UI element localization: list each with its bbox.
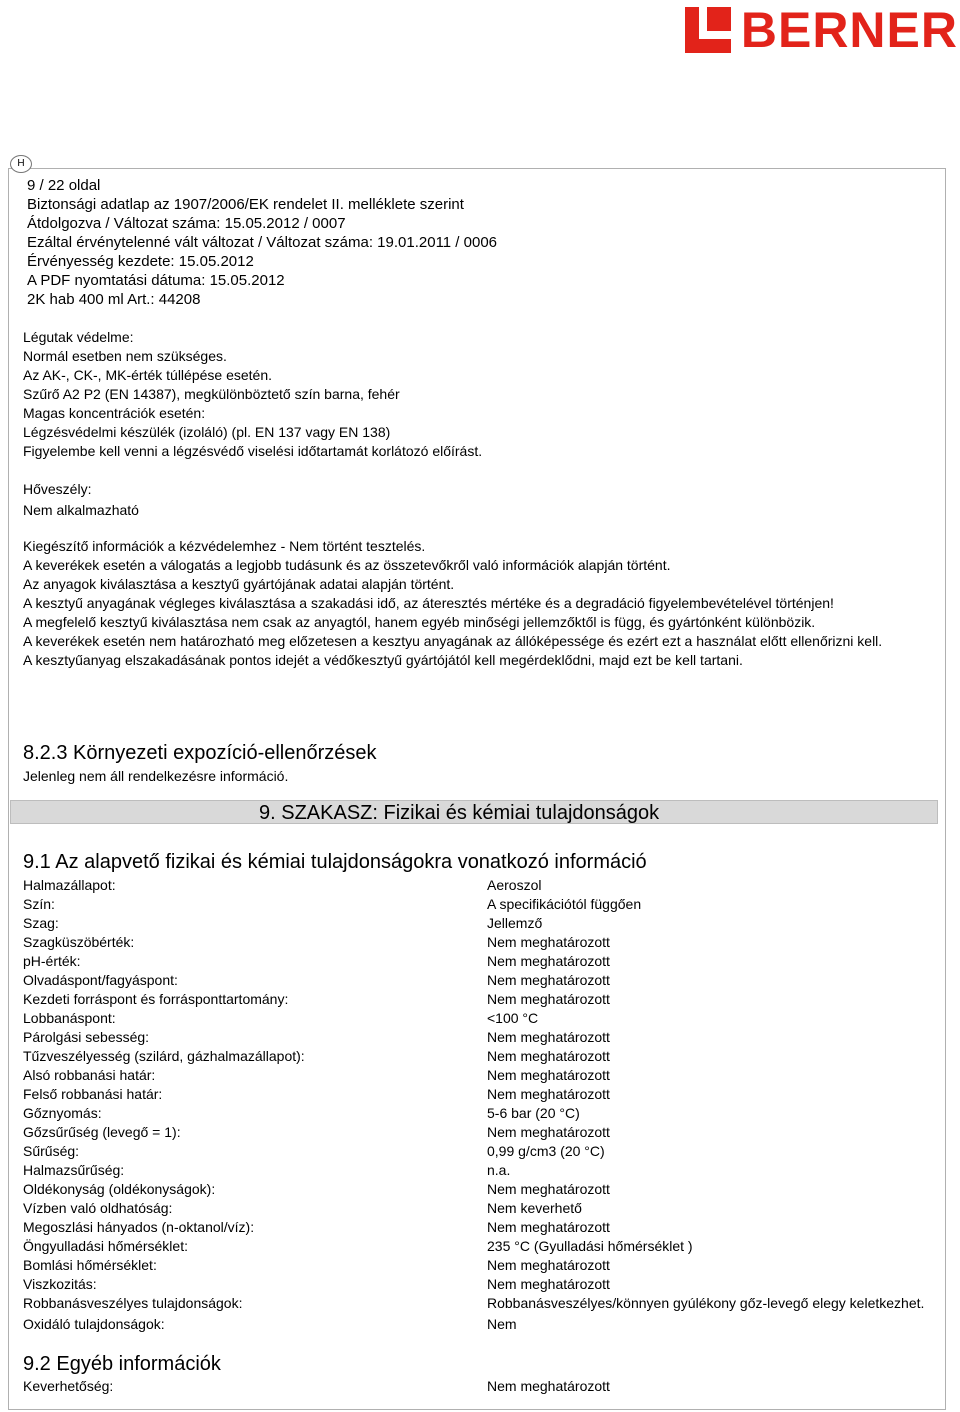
- text-line: Az AK-, CK-, MK-érték túllépése esetén.: [23, 367, 272, 383]
- text-line: A keverékek esetén a válogatás a legjobb tudásunk és az összetevőkről való információk alapján történt.: [23, 557, 671, 573]
- property-label: Alsó robbanási határ:: [23, 1067, 156, 1083]
- text-line: Normál esetben nem szükséges.: [23, 348, 227, 364]
- env-exposure-heading: 8.2.3 Környezeti expozíció-ellenőrzések: [23, 742, 377, 764]
- other-info-table: [23, 1377, 933, 1396]
- property-value: Nem meghatározott: [487, 953, 610, 969]
- property-row: [23, 876, 933, 895]
- property-row: [23, 1237, 933, 1256]
- property-label: Gőznyomás:: [23, 1105, 102, 1121]
- property-value: Robbanásveszélyes/könnyen gyúlékony gőz-levegő elegy keletkezhet.: [487, 1295, 925, 1311]
- property-label: pH-érték:: [23, 953, 81, 969]
- property-label: Viszkozitás:: [23, 1276, 97, 1292]
- text-line: Légzésvédelmi készülék (izoláló) (pl. EN 137 vagy EN 138): [23, 424, 391, 440]
- properties-table: [23, 876, 933, 1334]
- property-row: [23, 1142, 933, 1161]
- property-value: Nem meghatározott: [487, 934, 610, 950]
- property-value: Nem meghatározott: [487, 1048, 610, 1064]
- property-value: 5-6 bar (20 °C): [487, 1105, 580, 1121]
- thermal-hazard: [23, 480, 139, 520]
- property-value: Nem meghatározott: [487, 1181, 610, 1197]
- property-row: [23, 1047, 933, 1066]
- superseded-line: Ezáltal érvénytelenné vált változat / Változat száma: 19.01.2011 / 0006: [27, 234, 498, 251]
- subsection-9-2-heading: 9.2 Egyéb információk: [23, 1353, 221, 1375]
- property-label: Halmazállapot:: [23, 877, 116, 893]
- property-label: Gőzsűrűség (levegő = 1):: [23, 1124, 181, 1140]
- text-line: Légutak védelme:: [23, 329, 134, 345]
- property-value: Nem meghatározott: [487, 1257, 610, 1273]
- property-label: Vízben való oldhatóság:: [23, 1200, 173, 1216]
- property-label: Szagküszöbérték:: [23, 934, 135, 950]
- berner-logo: [685, 4, 958, 56]
- section-9-bar: [10, 800, 938, 824]
- property-row: [23, 971, 933, 990]
- property-label: Oxidáló tulajdonságok:: [23, 1316, 165, 1332]
- language-badge: H: [10, 155, 32, 173]
- property-value: Aeroszol: [487, 877, 542, 893]
- property-label: Szín:: [23, 896, 55, 912]
- text-line: Figyelembe kell venni a légzésvédő viselési időtartamát korlátozó előírást.: [23, 443, 483, 459]
- property-row: [23, 1377, 933, 1396]
- property-row: [23, 914, 933, 933]
- property-label: Bomlási hőmérséklet:: [23, 1257, 157, 1273]
- logo-text: BERNER: [740, 2, 958, 58]
- glove-information: [23, 537, 923, 670]
- property-label: Szag:: [23, 915, 59, 931]
- property-value: Nem meghatározott: [487, 1276, 610, 1292]
- property-row: [23, 1218, 933, 1237]
- property-row: [23, 1123, 933, 1142]
- text-line: A megfelelő kesztyű kiválasztása nem csak az anyagtól, hanem egyéb minőségi jellemzőktől is függ, és gyártónként különbözik.: [23, 614, 816, 630]
- property-value: 235 °C (Gyulladási hőmérséklet ): [487, 1238, 693, 1254]
- property-row: [23, 1256, 933, 1275]
- property-label: Oldékonyság (oldékonyságok):: [23, 1181, 216, 1197]
- text-line: A keverékek esetén nem határozható meg előzetesen a kesztyu anyagának az állóképessége és ezért ezt a használat előtt ellenőrizni kell.: [23, 633, 883, 649]
- document-header: [27, 176, 497, 309]
- property-row: [23, 1315, 933, 1334]
- property-label: Keverhetőség:: [23, 1378, 114, 1394]
- logo-mark-icon: [685, 7, 735, 53]
- print-date-line: A PDF nyomtatási dátuma: 15.05.2012: [27, 272, 285, 289]
- property-label: Párolgási sebesség:: [23, 1029, 150, 1045]
- property-row: [23, 1275, 933, 1294]
- property-value: Nem meghatározott: [487, 972, 610, 988]
- property-value: A specifikációtól függően: [487, 896, 642, 912]
- property-label: Robbanásveszélyes tulajdonságok:: [23, 1295, 243, 1311]
- env-exposure-text: [23, 767, 288, 786]
- property-value: Nem meghatározott: [487, 1029, 610, 1045]
- property-label: Tűzveszélyesség (szilárd, gázhalmazállapot):: [23, 1048, 305, 1064]
- property-row: [23, 933, 933, 952]
- revision-line: Átdolgozva / Változat száma: 15.05.2012 / 0007: [27, 215, 346, 232]
- property-value: Jellemző: [487, 915, 543, 931]
- text-line: Magas koncentrációk esetén:: [23, 405, 206, 421]
- property-value: Nem meghatározott: [487, 1086, 610, 1102]
- property-value: Nem meghatározott: [487, 1219, 610, 1235]
- property-label: Halmazsűrűség:: [23, 1162, 125, 1178]
- property-label: Olvadáspont/fagyáspont:: [23, 972, 178, 988]
- property-label: Lobbanáspont:: [23, 1010, 116, 1026]
- property-row: [23, 1085, 933, 1104]
- property-row: [23, 1066, 933, 1085]
- text-line: A kesztyű anyagának végleges kiválasztása a szakadási idő, az áteresztés mértéke és a degradáció figyelembevételével történjen!: [23, 595, 834, 611]
- respiratory-protection: [23, 328, 482, 461]
- property-row: [23, 990, 933, 1009]
- property-label: Felső robbanási határ:: [23, 1086, 163, 1102]
- property-value: Nem meghatározott: [487, 991, 610, 1007]
- property-value: Nem meghatározott: [487, 1124, 610, 1140]
- subsection-9-1-heading: 9.1 Az alapvető fizikai és kémiai tulajdonságokra vonatkozó információ: [23, 851, 647, 873]
- property-value: n.a.: [487, 1162, 511, 1178]
- property-value: 0,99 g/cm3 (20 °C): [487, 1143, 605, 1159]
- property-row: [23, 1294, 933, 1313]
- text-line: Kiegészítő információk a kézvédelemhez - Nem történt tesztelés.: [23, 538, 426, 554]
- text-line: Szűrő A2 P2 (EN 14387), megkülönböztető szín barna, fehér: [23, 386, 400, 402]
- property-row: [23, 952, 933, 971]
- property-label: Öngyulladási hőmérséklet:: [23, 1238, 188, 1254]
- text-line: Az anyagok kiválasztása a kesztyű gyártójának adatai alapján történt.: [23, 576, 455, 592]
- text-line: Jelenleg nem áll rendelkezésre információ.: [23, 768, 289, 784]
- property-row: [23, 1199, 933, 1218]
- property-label: Sűrűség:: [23, 1143, 80, 1159]
- validity-line: Érvényesség kezdete: 15.05.2012: [27, 253, 254, 270]
- section-9-title: 9. SZAKASZ: Fizikai és kémiai tulajdonságok: [259, 802, 660, 824]
- property-row: [23, 895, 933, 914]
- property-row: [23, 1104, 933, 1123]
- property-value: Nem meghatározott: [487, 1067, 610, 1083]
- property-row: [23, 1009, 933, 1028]
- product-line: 2K hab 400 ml Art.: 44208: [27, 291, 201, 308]
- text-line: Nem alkalmazható: [23, 502, 139, 518]
- property-row: [23, 1161, 933, 1180]
- regulation-line: Biztonsági adatlap az 1907/2006/EK rendelet II. melléklete szerint: [27, 196, 464, 213]
- property-value: Nem meghatározott: [487, 1378, 610, 1394]
- property-value: Nem: [487, 1316, 517, 1332]
- property-value: <100 °C: [487, 1010, 539, 1026]
- property-label: Kezdeti forráspont és forrásponttartomány:: [23, 991, 289, 1007]
- property-row: [23, 1028, 933, 1047]
- property-label: Megoszlási hányados (n-oktanol/víz):: [23, 1219, 255, 1235]
- property-row: [23, 1180, 933, 1199]
- text-line: A kesztyűanyag elszakadásának pontos idejét a védőkesztyű gyártójától kell megérdeklődni, majd ezt be kell tartani.: [23, 652, 743, 668]
- property-value: Nem keverhető: [487, 1200, 582, 1216]
- page-number: 9 / 22 oldal: [27, 177, 101, 194]
- text-line: Hőveszély:: [23, 481, 92, 497]
